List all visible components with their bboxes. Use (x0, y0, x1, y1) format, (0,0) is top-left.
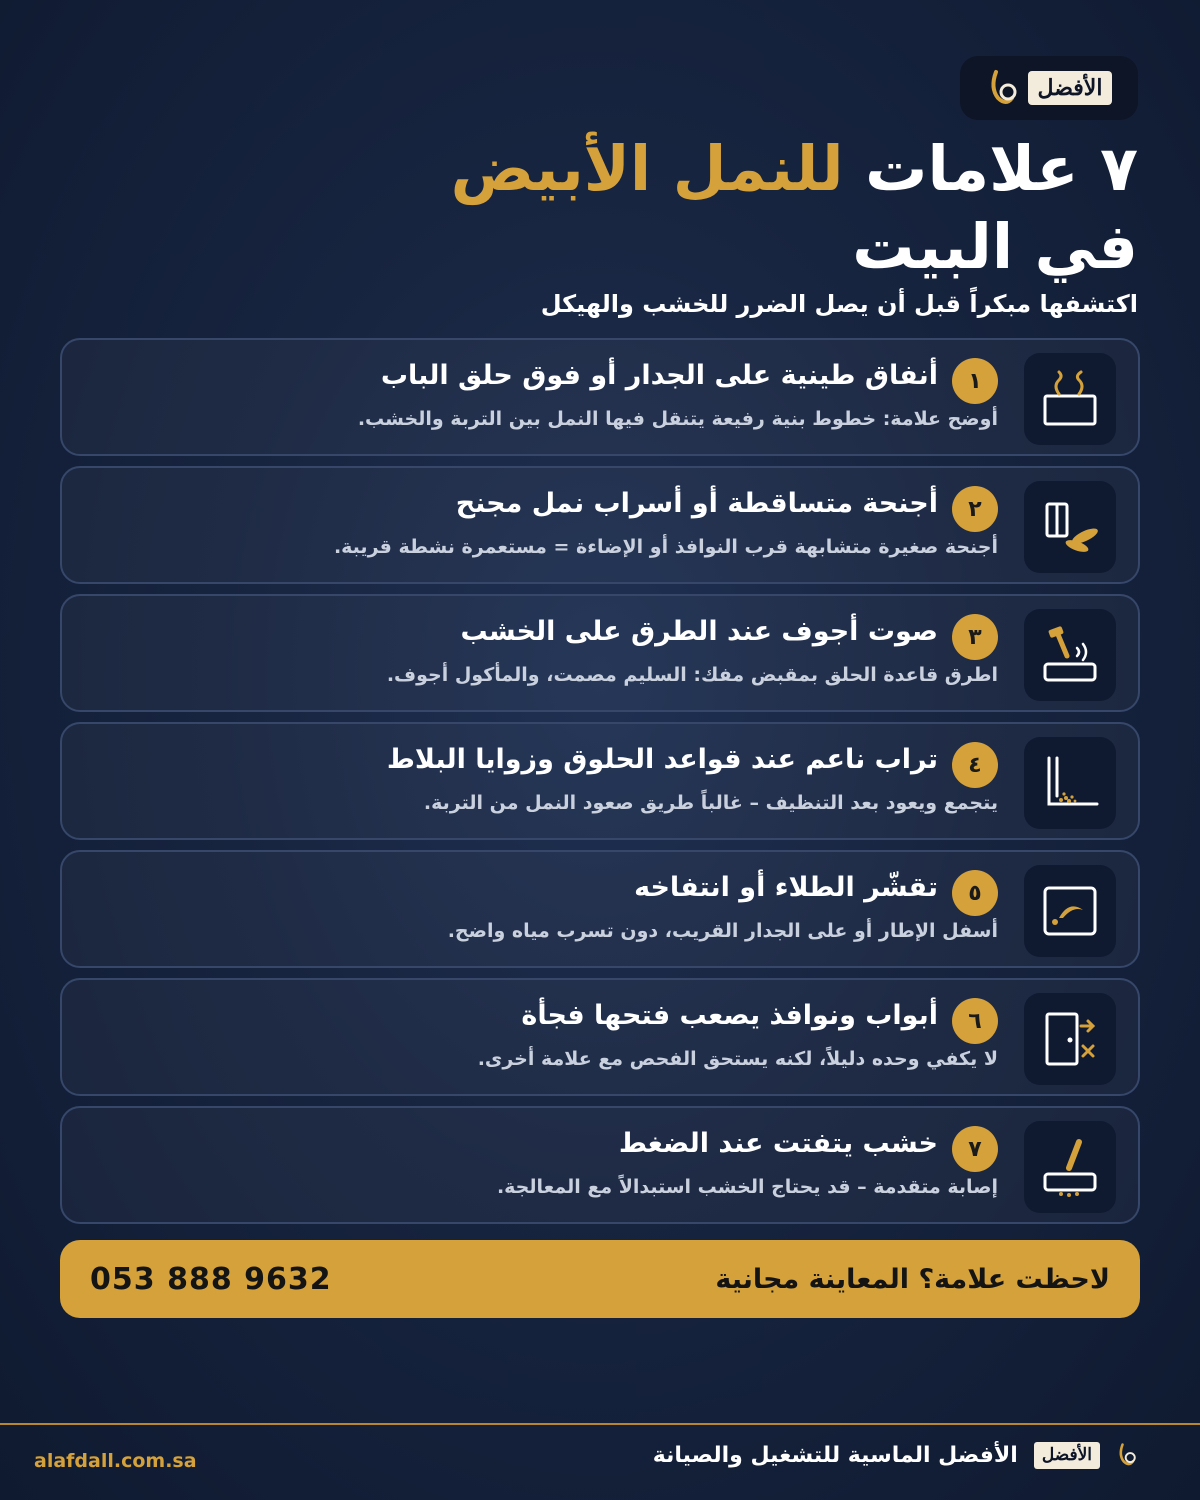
sign-title: أنفاق طينية على الجدار أو فوق حلق الباب (380, 360, 938, 391)
sign-number: ٤ (952, 742, 998, 788)
page-subtitle: اكتشفها مبكراً قبل أن يصل الضرر للخشب والهيكل (540, 290, 1138, 318)
cta-text: لاحظت علامة؟ المعاينة مجانية (715, 1263, 1110, 1295)
sign-title: أجنحة متساقطة أو أسراب نمل مجنح (455, 488, 938, 519)
title-highlight: للنمل الأبيض (450, 132, 844, 205)
sign-card (60, 338, 1140, 456)
page-title (451, 130, 1138, 286)
sign-number: ٢ (952, 486, 998, 532)
sign-card (60, 978, 1140, 1096)
sign-title: تقشّر الطلاء أو انتفاخه (634, 872, 938, 903)
footer-brand (653, 1440, 1138, 1470)
footer-website-link[interactable]: alafdall.com.sa (34, 1450, 197, 1472)
knock-icon (1024, 609, 1116, 701)
sign-card (60, 722, 1140, 840)
peeling-paint-icon (1024, 865, 1116, 957)
sign-title: خشب يتفتت عند الضغط (618, 1128, 938, 1159)
mud-tubes-icon (1024, 353, 1116, 445)
sign-number: ١ (952, 358, 998, 404)
sign-description: أسفل الإطار أو على الجدار القريب، دون تسرب مياه واضح. (447, 920, 998, 942)
sign-number: ٣ (952, 614, 998, 660)
cta-phone-number[interactable]: 053 888 9632 (90, 1261, 332, 1297)
wings-icon (1024, 481, 1116, 573)
sign-title: صوت أجوف عند الطرق على الخشب (460, 616, 938, 647)
sign-title: تراب ناعم عند قواعد الحلوق وزوايا البلاط (386, 744, 938, 775)
sign-card (60, 1106, 1140, 1224)
sign-card (60, 594, 1140, 712)
sign-card (60, 850, 1140, 968)
title-part1: ٧ علامات (865, 132, 1138, 205)
sign-description: أجنحة صغيرة متشابهة قرب النوافذ أو الإضاءة = مستعمرة نشطة قريبة. (333, 536, 998, 558)
signs-list (60, 338, 1140, 1234)
brand-logo (960, 56, 1138, 120)
logo-wordmark: الأفضل (1028, 71, 1113, 105)
crumbling-wood-icon (1024, 1121, 1116, 1213)
footer-logo-wordmark: الأفضل (1034, 1442, 1100, 1469)
sign-number: ٧ (952, 1126, 998, 1172)
sign-description: اطرق قاعدة الحلق بمقبض مفك: السليم مصمت، والمأكول أجوف. (386, 664, 998, 686)
sign-number: ٦ (952, 998, 998, 1044)
sign-description: لا يكفي وحده دليلاً، لكنه يستحق الفحص مع علامة أخرى. (477, 1048, 998, 1070)
sign-card (60, 466, 1140, 584)
sign-number: ٥ (952, 870, 998, 916)
sign-description: أوضح علامة: خطوط بنية رفيعة يتنقل فيها النمل بين التربة والخشب. (357, 408, 998, 430)
stuck-door-icon (1024, 993, 1116, 1085)
sign-description: يتجمع ويعود بعد التنظيف – غالباً طريق صعود النمل من التربة. (423, 792, 998, 814)
title-line2: في البيت (852, 210, 1138, 283)
cta-banner[interactable] (60, 1240, 1140, 1318)
footer-divider (0, 1423, 1200, 1425)
sign-title: أبواب ونوافذ يصعب فتحها فجأة (521, 1000, 938, 1031)
dust-corner-icon (1024, 737, 1116, 829)
sign-description: إصابة متقدمة – قد يحتاج الخشب استبدالاً مع المعالجة. (496, 1176, 998, 1198)
logo-mark-icon (986, 68, 1020, 108)
footer-logo-mark-icon (1116, 1440, 1138, 1470)
footer-company-name: الأفضل الماسية للتشغيل والصيانة (652, 1442, 1018, 1468)
